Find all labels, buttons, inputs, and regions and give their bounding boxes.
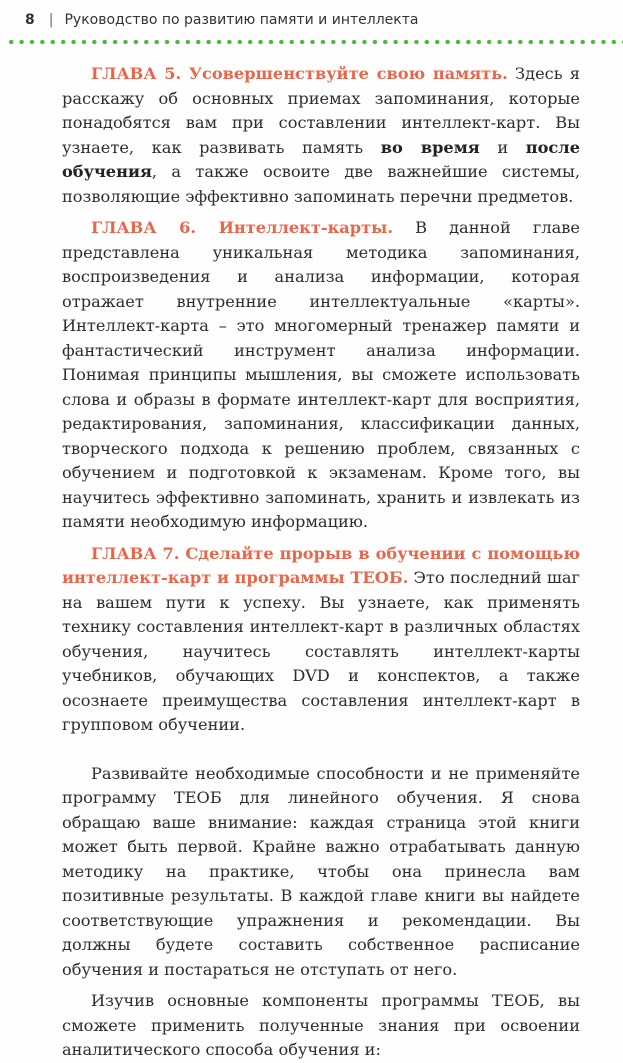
chapter-5-heading: ГЛАВА 5. Усовершенствуйте свою память.: [91, 64, 508, 83]
body-paragraph: Развивайте необходимые способности и не применяйте программу ТЕОБ для линейного обучения. Я снова обращаю ваше внимание: каждая страница этой книги может быть первой. Крайне важно отрабатывать данную методику на практике, чтобы она принесла вам позитивные результаты. В каждой главе книги вы найдете соответствующие упражнения и рекомендации. Вы должны будете составить собственное расписание обучения и постараться не отступать от него.: [62, 763, 580, 979]
chapter-6-text: В данной главе представлена уникальная методика запоминания, воспроизведения и анализа информации, которая отражает внутренние интеллектуальные «карты». Интеллект-карта – это многомерный тренажер памяти и фантастический инструмент анализа информации. Понимая принципы мышления, вы сможете использовать слова и образы в формате интеллект-карт для восприятия, редактирования, запоминания, классификации данных, творческого подхода к решению проблем, связанных с обучением и подготовкой к экзаменам. Кроме того, вы научитесь эффективно запоминать, хранить и извлекать из памяти необходимую информацию.: [62, 218, 580, 531]
chapter-5-bold-1: во время: [380, 137, 480, 157]
page-body: [62, 62, 580, 1063]
chapter-7-text: Это последний шаг на вашем пути к успеху. Вы узнаете, как применять технику составления интеллект-карт в различных областях обучения, научитесь составлять интеллект-карты учебников, обучающих DVD и конспектов, а также осознаете преимущества составления интеллект-карт в групповом обучении.: [62, 568, 580, 734]
chapter-5-paragraph: [62, 62, 580, 209]
body-paragraph: Изучив основные компоненты программы ТЕОБ, вы сможете применить полученные знания при освоении аналитического способа обучения и:: [62, 991, 580, 1059]
dotted-divider: [6, 39, 623, 45]
header-separator: |: [48, 12, 54, 28]
chapter-7-paragraph: [62, 542, 580, 738]
chapter-5-text-2: и: [479, 137, 526, 157]
chapter-5-bold-2: после обучения: [62, 137, 580, 181]
chapter-5-text-1: Здесь я расскажу об основных приемах запоминания, которые понадобятся вам при составлении интеллект-карт. Вы узнаете, как развивать память: [62, 64, 580, 157]
running-header: [25, 12, 418, 28]
page-number: 8: [25, 12, 35, 28]
chapter-5-text-3: , а также освоите две важнейшие системы, позволяющие эффективно запоминать перечни предметов.: [62, 162, 580, 206]
chapter-6-paragraph: [62, 216, 580, 535]
running-title: Руководство по развитию памяти и интеллекта: [64, 12, 419, 28]
chapter-6-heading: ГЛАВА 6. Интеллект-карты.: [91, 218, 394, 237]
chapter-7-heading: ГЛАВА 7. Сделайте прорыв в обучении с помощью интеллект-карт и программы ТЕОБ.: [62, 543, 580, 587]
